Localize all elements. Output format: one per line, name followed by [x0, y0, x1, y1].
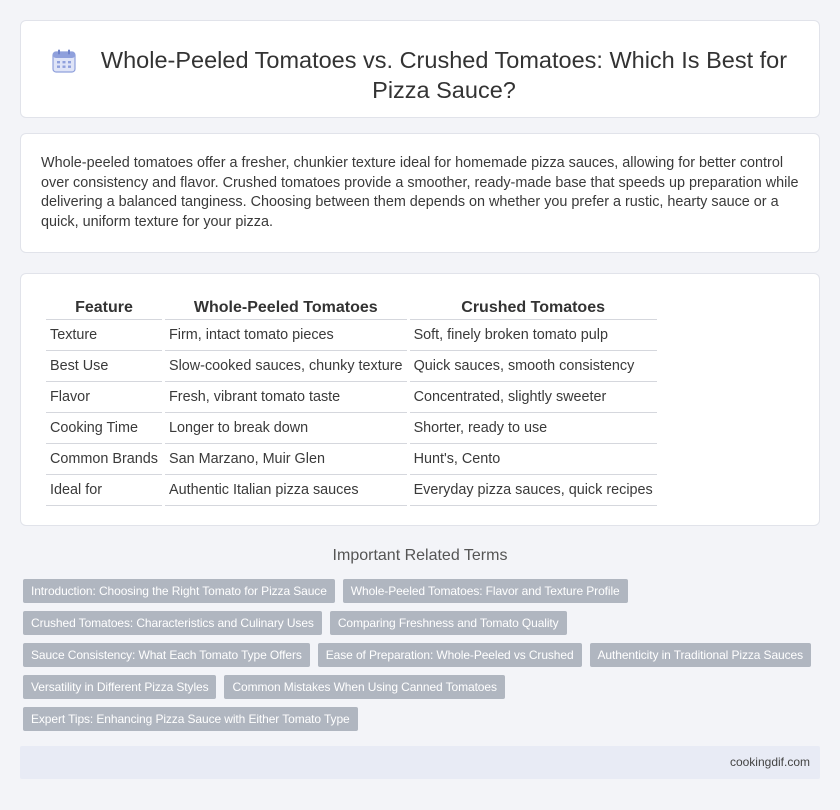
related-term-tag[interactable]: Crushed Tomatoes: Characteristics and Culinary Uses	[23, 611, 322, 635]
table-cell: Fresh, vibrant tomato taste	[165, 382, 407, 413]
page-title: Whole-Peeled Tomatoes vs. Crushed Tomatoes: Which Is Best for Pizza Sauce?	[100, 47, 788, 103]
related-term-tag[interactable]: Introduction: Choosing the Right Tomato for Pizza Sauce	[23, 579, 335, 603]
table-cell: Firm, intact tomato pieces	[165, 320, 407, 351]
related-term-tag[interactable]: Authenticity in Traditional Pizza Sauces	[590, 643, 811, 667]
table-header-row	[46, 296, 657, 320]
table-cell: Hunt's, Cento	[410, 444, 657, 475]
table-row	[46, 351, 657, 382]
comparison-card	[20, 273, 820, 526]
table-cell: Texture	[46, 320, 162, 351]
table-cell: Ideal for	[46, 475, 162, 506]
table-cell: Quick sauces, smooth consistency	[410, 351, 657, 382]
table-cell: Cooking Time	[46, 413, 162, 444]
table-cell: Slow-cooked sauces, chunky texture	[165, 351, 407, 382]
comparison-table	[43, 296, 660, 506]
table-cell: Longer to break down	[165, 413, 407, 444]
related-terms-heading: Important Related Terms	[332, 547, 508, 564]
column-header-feature: Feature	[46, 296, 162, 320]
title-card	[20, 20, 820, 118]
table-row	[46, 382, 657, 413]
table-cell: San Marzano, Muir Glen	[165, 444, 407, 475]
related-term-tag[interactable]: Ease of Preparation: Whole-Peeled vs Crushed	[318, 643, 582, 667]
table-row	[46, 475, 657, 506]
footer-site-link[interactable]: cookingdif.com	[729, 755, 810, 769]
column-header-whole-peeled: Whole-Peeled Tomatoes	[165, 296, 407, 320]
footer-bar	[20, 746, 820, 779]
table-cell: Soft, finely broken tomato pulp	[410, 320, 657, 351]
table-cell: Common Brands	[46, 444, 162, 475]
related-term-tag[interactable]: Common Mistakes When Using Canned Tomatoes	[224, 675, 504, 699]
related-term-tag[interactable]: Comparing Freshness and Tomato Quality	[330, 611, 567, 635]
table-cell: Flavor	[46, 382, 162, 413]
related-term-tag[interactable]: Expert Tips: Enhancing Pizza Sauce with Either Tomato Type	[23, 707, 358, 731]
table-cell: Best Use	[46, 351, 162, 382]
table-row	[46, 444, 657, 475]
table-cell: Everyday pizza sauces, quick recipes	[410, 475, 657, 506]
related-term-tag[interactable]: Sauce Consistency: What Each Tomato Type Offers	[23, 643, 310, 667]
related-terms-list	[23, 579, 823, 731]
table-cell: Shorter, ready to use	[410, 413, 657, 444]
calendar-icon	[51, 48, 77, 74]
table-row	[46, 320, 657, 351]
table-row	[46, 413, 657, 444]
table-cell: Concentrated, slightly sweeter	[410, 382, 657, 413]
related-term-tag[interactable]: Versatility in Different Pizza Styles	[23, 675, 216, 699]
intro-card	[20, 133, 820, 253]
table-cell: Authentic Italian pizza sauces	[165, 475, 407, 506]
related-term-tag[interactable]: Whole-Peeled Tomatoes: Flavor and Texture Profile	[343, 579, 628, 603]
intro-paragraph: Whole-peeled tomatoes offer a fresher, chunkier texture ideal for homemade pizza sauces, allowing for better control over consistency and flavor. Crushed tomatoes provide a smoother, ready-made base that speeds up preparation while delivering a balanced tanginess. Choosing between them depends on whether you prefer a rustic, hearty sauce or a quick, uniform texture for your pizza.	[41, 155, 799, 230]
column-header-crushed: Crushed Tomatoes	[410, 296, 657, 320]
title-row	[21, 21, 819, 105]
